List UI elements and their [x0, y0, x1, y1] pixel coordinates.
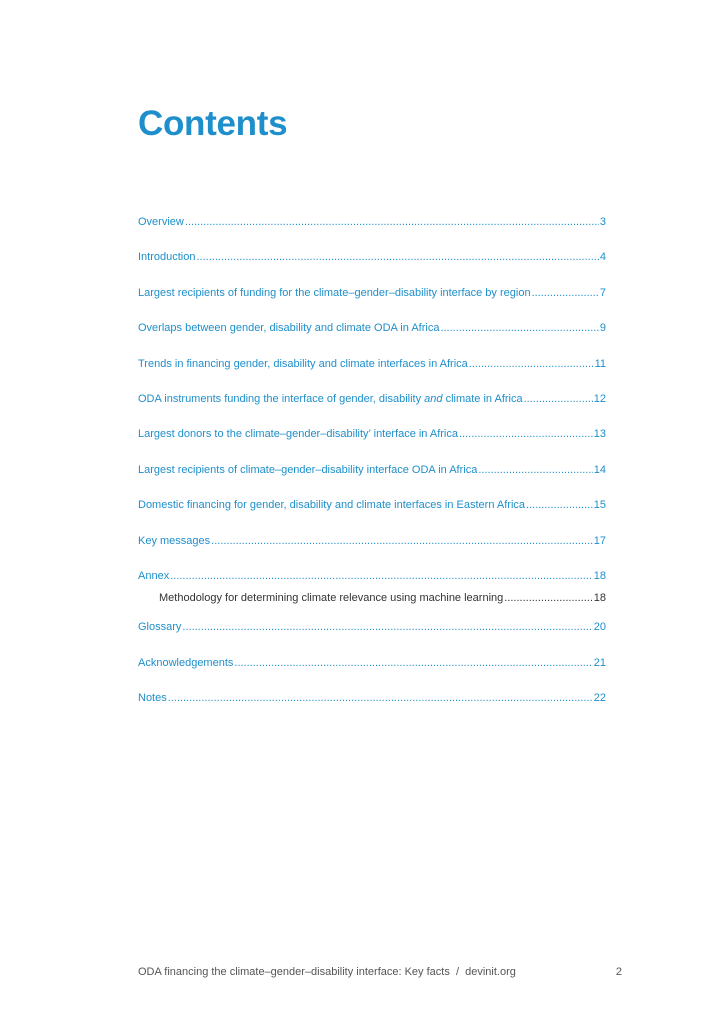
toc-entry-label: Overview	[138, 216, 184, 228]
toc-entry-label: Methodology for determining climate relevance using machine learning	[159, 592, 504, 605]
toc-entry-label: Key messages	[138, 534, 211, 547]
toc-leader-dots	[170, 570, 593, 582]
toc-entry-trends[interactable]	[138, 358, 606, 393]
toc-entry-label: Introduction	[138, 251, 196, 264]
toc-label-part: climate in Africa	[442, 392, 523, 405]
toc-label-emphasis: and	[424, 392, 443, 405]
toc-entry-page: 18	[593, 592, 606, 605]
toc-entry-label: Glossary	[138, 621, 182, 634]
toc-entry-domestic-financing[interactable]	[138, 499, 606, 534]
toc-subentry-methodology[interactable]	[138, 592, 606, 619]
toc-leader-dots	[469, 358, 594, 370]
toc-entry-page: 3	[599, 216, 606, 228]
toc-leader-dots	[478, 464, 592, 476]
toc-entry-largest-recipients-africa[interactable]	[138, 464, 606, 499]
toc-entry-glossary[interactable]	[138, 621, 606, 656]
toc-entry-label: Annex	[138, 569, 170, 582]
toc-entry-largest-donors[interactable]	[138, 428, 606, 463]
toc-entry-page: 9	[599, 322, 606, 335]
footer-text: ODA financing the climate–gender–disability interface: Key facts / devinit.org	[138, 966, 516, 978]
toc-entry-page: 22	[593, 692, 606, 705]
toc-entry-key-messages[interactable]	[138, 535, 606, 570]
toc-entry-introduction[interactable]	[138, 251, 606, 286]
toc-leader-dots	[168, 692, 593, 704]
toc-leader-dots	[196, 251, 598, 263]
toc-entry-oda-instruments[interactable]	[138, 393, 606, 428]
toc-leader-dots	[211, 535, 593, 547]
toc-entry-label: Trends in financing gender, disability and climate interfaces in Africa	[138, 357, 468, 370]
toc-entry-label: Overlaps between gender, disability and climate ODA in Africa	[138, 322, 440, 335]
toc-leader-dots	[459, 428, 593, 440]
toc-entry-page: 4	[599, 251, 606, 264]
toc-entry-label: Largest recipients of climate–gender–disability interface ODA in Africa	[138, 463, 478, 476]
toc-entry-page: 12	[593, 392, 606, 405]
toc-entry-label: Largest recipients of funding for the climate–gender–disability interface by region	[138, 286, 531, 299]
toc-entry-page: 21	[593, 656, 606, 669]
toc-entry-label: Largest donors to the climate–gender–disability’ interface in Africa	[138, 428, 458, 441]
toc-entry-notes[interactable]	[138, 692, 606, 727]
toc-entry-label	[138, 393, 523, 405]
toc-label-part: ODA instruments funding the interface of gender, disability	[138, 392, 425, 405]
toc-leader-dots	[185, 216, 599, 228]
toc-entry-largest-recipients-by-region[interactable]	[138, 287, 606, 322]
toc-leader-dots	[524, 393, 593, 405]
page-footer	[138, 966, 622, 978]
toc-entry-overlaps[interactable]	[138, 322, 606, 357]
footer-page-number: 2	[615, 966, 622, 978]
toc-entry-page: 18	[593, 569, 606, 582]
toc-entry-page: 13	[593, 428, 606, 441]
toc-leader-dots	[532, 287, 599, 299]
toc-entry-page: 15	[593, 499, 606, 512]
toc-entry-label: Domestic financing for gender, disability and climate interfaces in Eastern Africa	[138, 499, 526, 512]
page-title: Contents	[138, 104, 288, 143]
toc-leader-dots	[182, 621, 592, 633]
toc-entry-page: 11	[594, 357, 606, 370]
toc-entry-page: 7	[599, 286, 606, 299]
toc-entry-page: 20	[593, 621, 606, 634]
toc-leader-dots	[234, 657, 592, 669]
toc-leader-dots	[440, 322, 598, 334]
toc-entry-page: 14	[593, 463, 606, 476]
toc-leader-dots	[504, 592, 593, 604]
toc-entry-acknowledgements[interactable]	[138, 657, 606, 692]
toc-leader-dots	[526, 499, 593, 511]
toc-entry-page: 17	[593, 534, 606, 547]
toc-entry-label: Acknowledgements	[138, 656, 234, 669]
toc-entry-overview[interactable]	[138, 216, 606, 251]
table-of-contents	[138, 216, 606, 727]
toc-entry-label: Notes	[138, 692, 167, 705]
